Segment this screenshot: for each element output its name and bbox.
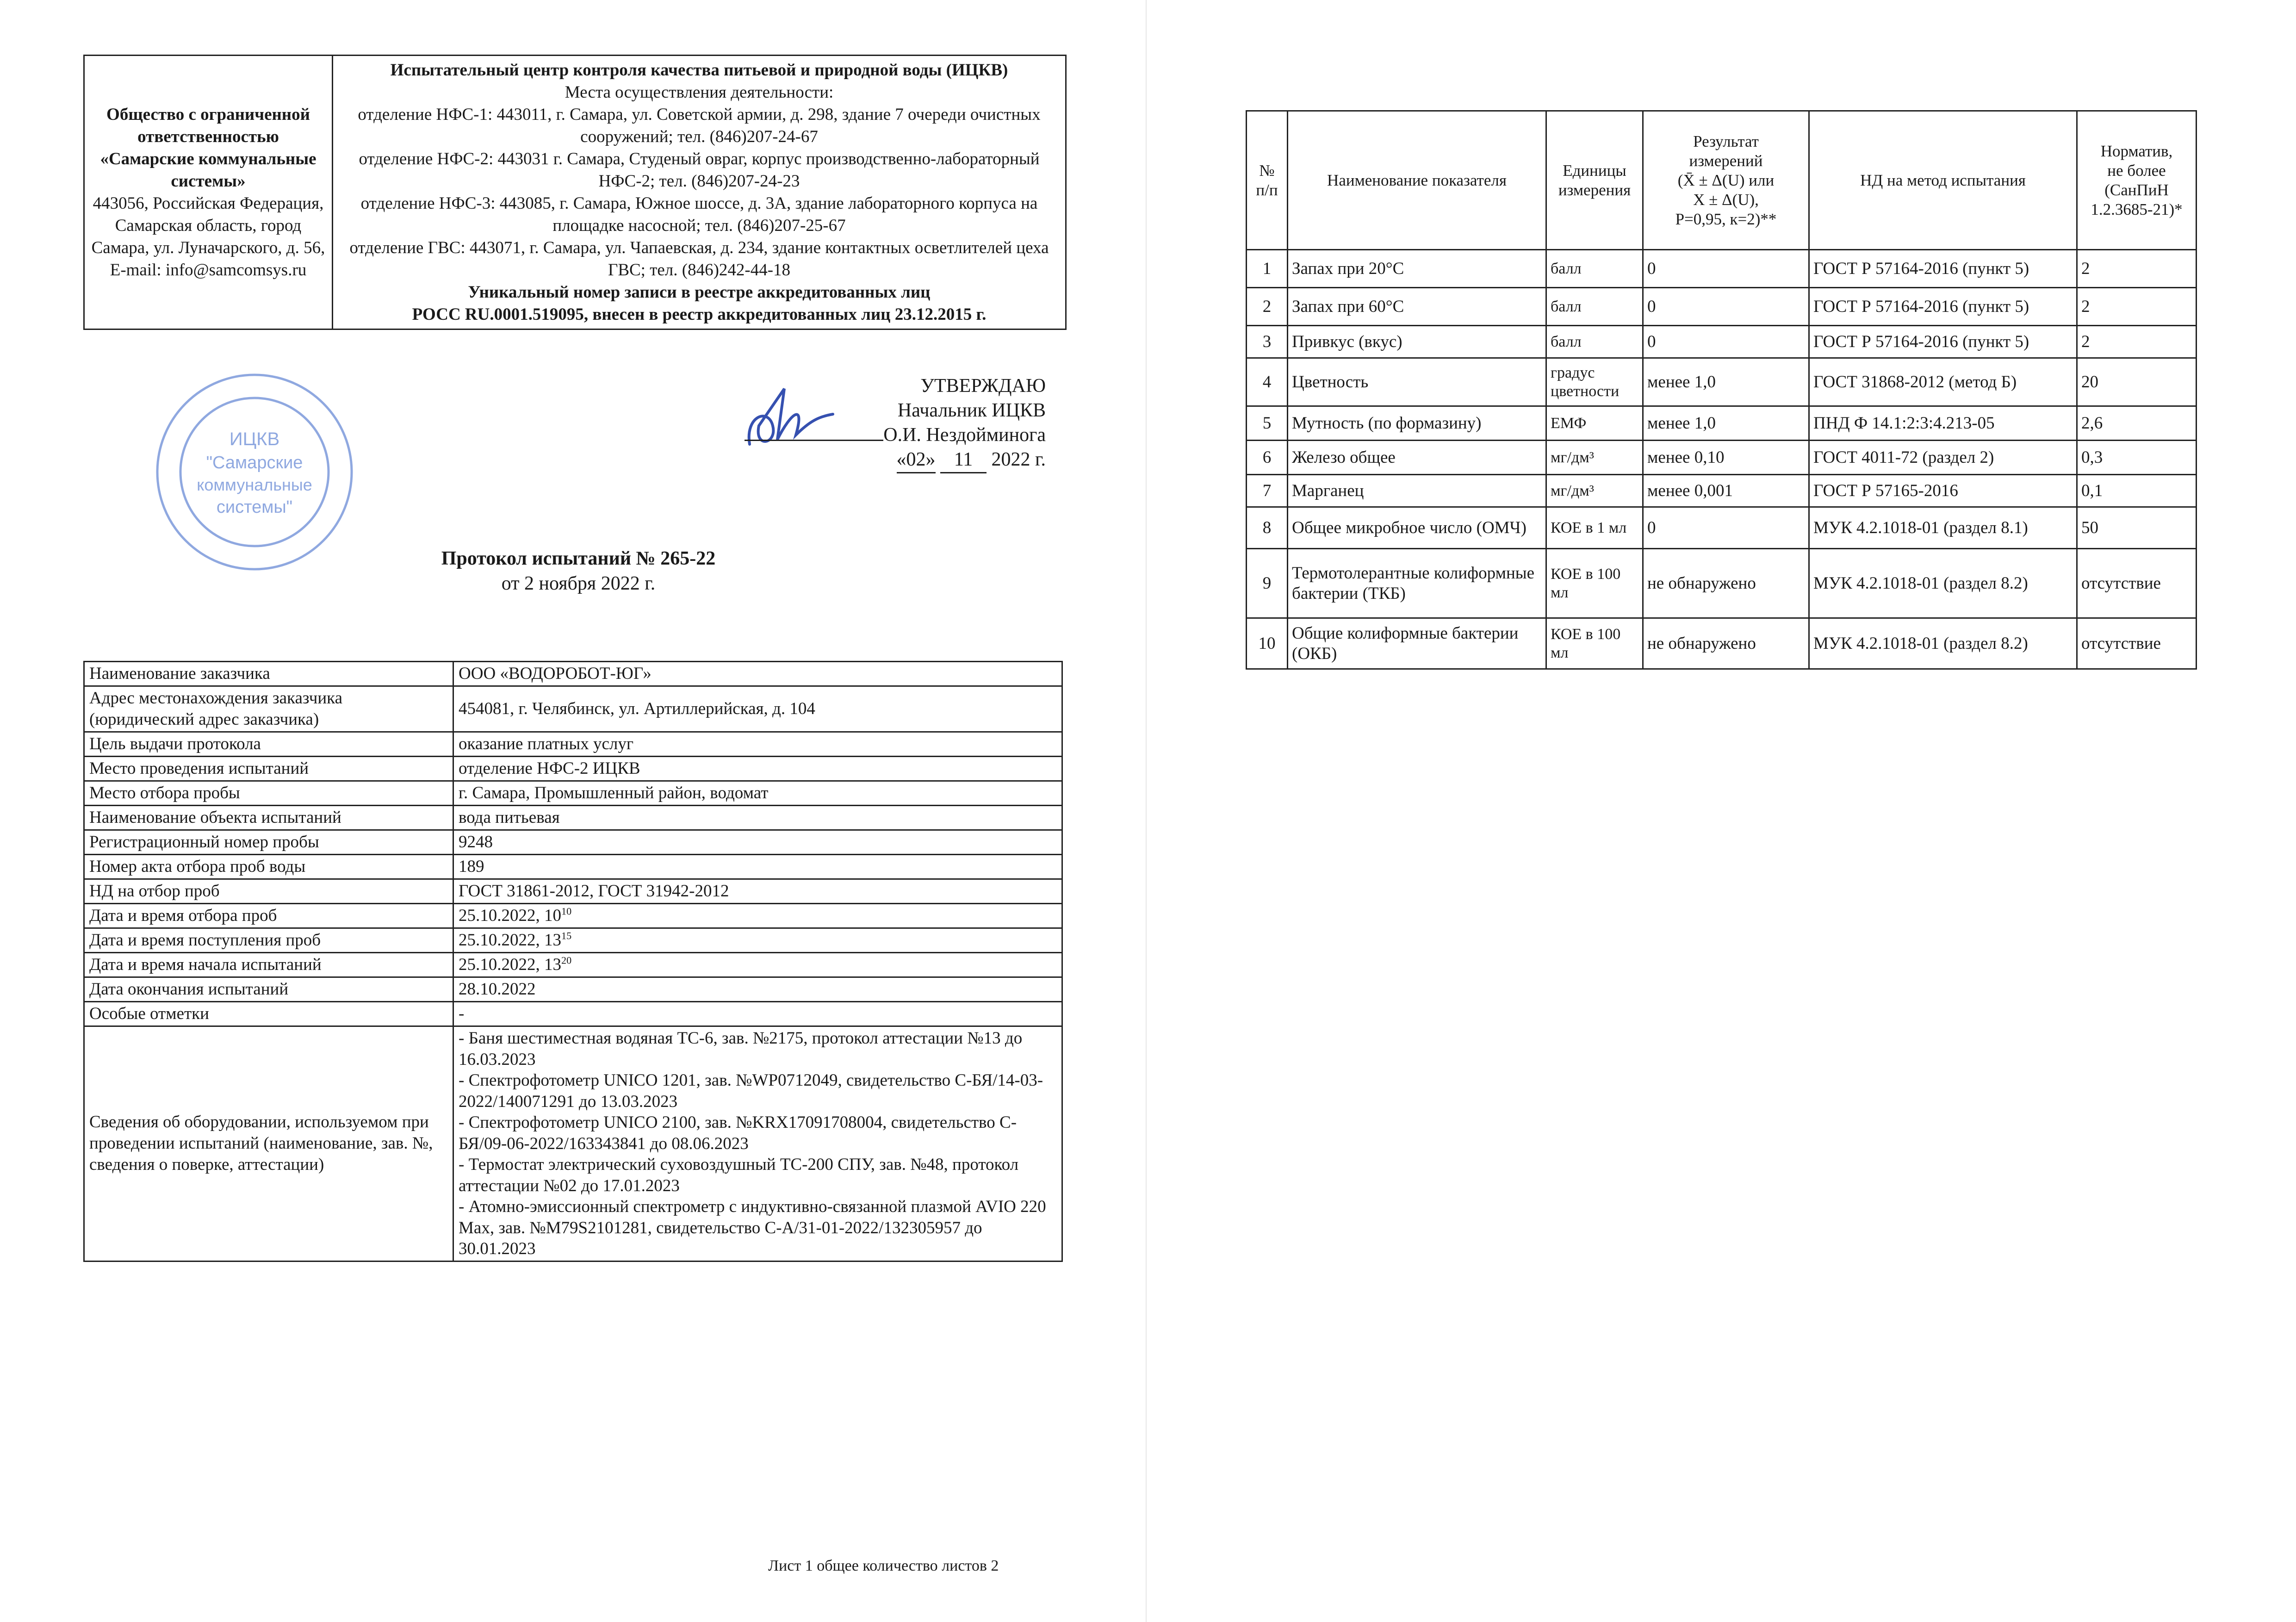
col-result-line: X ± Δ(U), xyxy=(1693,190,1759,209)
result-result: менее 0,001 xyxy=(1643,475,1809,507)
result-n: 4 xyxy=(1247,358,1288,406)
result-row xyxy=(1247,326,2197,358)
result-n: 1 xyxy=(1247,250,1288,288)
equipment-item: - Спектрофотометр UNICO 1201, зав. №WP0712049, свидетельство С-БЯ/14-03-2022/140071291 до 13.03.2023 xyxy=(459,1071,1043,1111)
result-norm: 0,1 xyxy=(2077,475,2197,507)
signature-line xyxy=(745,440,883,441)
info-key: Наименование объекта испытаний xyxy=(84,806,453,830)
info-value-text: 189 xyxy=(459,857,484,876)
result-unit: балл xyxy=(1546,326,1643,358)
result-unit: ЕМФ xyxy=(1546,406,1643,441)
info-value xyxy=(453,1002,1062,1026)
col-result-line: измерений xyxy=(1689,151,1763,170)
info-row xyxy=(84,977,1062,1002)
result-unit: мг/дм³ xyxy=(1546,475,1643,507)
info-value xyxy=(453,953,1062,977)
stamp-line-4: системы" xyxy=(216,497,293,517)
result-result: менее 1,0 xyxy=(1643,406,1809,441)
page-1-footer: Лист 1 общее количество листов 2 xyxy=(768,1557,999,1574)
result-name: Общее микробное число (ОМЧ) xyxy=(1288,507,1546,549)
info-value xyxy=(453,879,1062,904)
results-table xyxy=(1246,110,2197,670)
info-value xyxy=(453,662,1062,686)
result-name: Железо общее xyxy=(1288,441,1546,475)
result-row xyxy=(1247,250,2197,288)
place-gvs: отделение ГВС: 443071, г. Самара, ул. Чапаевская, д. 234, здание контактных осветлителей цеха ГВС; тел. (846)242-44-18 xyxy=(349,238,1049,280)
info-value-text: 9248 xyxy=(459,833,493,851)
result-result: 0 xyxy=(1643,288,1809,326)
equipment-key: Сведения об оборудовании, используемом при проведении испытаний (наименование, зав. №, сведения о поверке, аттестации) xyxy=(84,1026,453,1262)
result-unit: КОЕ в 100 мл xyxy=(1546,618,1643,669)
info-value-text: г. Самара, Промышленный район, водомат xyxy=(459,783,769,802)
info-value-minutes: 20 xyxy=(561,954,572,966)
info-value-text: 25.10.2022, 10 xyxy=(459,906,561,925)
result-method: МУК 4.2.1018-01 (раздел 8.1) xyxy=(1809,507,2077,549)
result-result: не обнаружено xyxy=(1643,618,1809,669)
org-email: E-mail: info@samcomsys.ru xyxy=(110,260,307,280)
info-value-text: оказание платных услуг xyxy=(459,734,634,753)
result-row xyxy=(1247,358,2197,406)
info-value-text: 28.10.2022 xyxy=(459,980,536,999)
info-row xyxy=(84,757,1062,781)
info-key: Дата окончания испытаний xyxy=(84,977,453,1002)
info-value-text: ООО «ВОДОРОБОТ-ЮГ» xyxy=(459,664,652,683)
info-key: Особые отметки xyxy=(84,1002,453,1026)
results-header-row xyxy=(1247,111,2197,250)
info-row xyxy=(84,953,1062,977)
result-method: ГОСТ Р 57164-2016 (пункт 5) xyxy=(1809,288,2077,326)
info-value xyxy=(453,732,1062,757)
approval-block xyxy=(722,374,1046,473)
result-n: 7 xyxy=(1247,475,1288,507)
info-key: Место проведения испытаний xyxy=(84,757,453,781)
info-value xyxy=(453,686,1062,732)
col-norm-line: Норматив, xyxy=(2100,142,2173,160)
result-norm: 2,6 xyxy=(2077,406,2197,441)
result-result: не обнаружено xyxy=(1643,549,1809,618)
equipment-item: - Спектрофотометр UNICO 2100, зав. №KRX17091708004, свидетельство С-БЯ/09-06-2022/163343841 до 08.06.2023 xyxy=(459,1113,1017,1153)
info-value-text: отделение НФС-2 ИЦКВ xyxy=(459,759,640,778)
result-norm: 20 xyxy=(2077,358,2197,406)
result-name: Запах при 60°С xyxy=(1288,288,1546,326)
result-method: МУК 4.2.1018-01 (раздел 8.2) xyxy=(1809,618,2077,669)
stamp-line-3: коммунальные xyxy=(197,475,312,494)
result-row xyxy=(1247,618,2197,669)
result-result: 0 xyxy=(1643,507,1809,549)
result-method: ГОСТ Р 57165-2016 xyxy=(1809,475,2077,507)
result-norm: 2 xyxy=(2077,288,2197,326)
info-value-text: ГОСТ 31861-2012, ГОСТ 31942-2012 xyxy=(459,882,729,901)
col-result xyxy=(1643,111,1809,250)
info-value-minutes: 10 xyxy=(561,905,572,917)
result-norm: отсутствие xyxy=(2077,549,2197,618)
info-key: Номер акта отбора проб воды xyxy=(84,855,453,879)
result-n: 2 xyxy=(1247,288,1288,326)
result-method: ГОСТ 31868-2012 (метод Б) xyxy=(1809,358,2077,406)
info-value-text: 454081, г. Челябинск, ул. Артиллерийская, д. 104 xyxy=(459,699,815,718)
header-table xyxy=(83,55,1067,330)
info-row xyxy=(84,1002,1062,1026)
info-key: Цель выдачи протокола xyxy=(84,732,453,757)
org-name: «Самарские коммунальные системы» xyxy=(100,149,316,191)
info-key: Дата и время отбора проб xyxy=(84,904,453,928)
result-n: 5 xyxy=(1247,406,1288,441)
info-value-text: 25.10.2022, 13 xyxy=(459,931,561,950)
place-nfs1: отделение НФС-1: 443011, г. Самара, ул. Советской армии, д. 298, здание 7 очереди очистных сооружений; тел. (846)207-24-67 xyxy=(358,105,1041,146)
equipment-value xyxy=(453,1026,1062,1262)
info-row xyxy=(84,879,1062,904)
info-row xyxy=(84,904,1062,928)
result-n: 3 xyxy=(1247,326,1288,358)
result-method: МУК 4.2.1018-01 (раздел 8.2) xyxy=(1809,549,2077,618)
reg-number: РОСС RU.0001.519095, внесен в реестр аккредитованных лиц 23.12.2015 г. xyxy=(412,305,987,324)
protocol-title: Протокол испытаний № 265-22 xyxy=(441,548,716,569)
col-result-line: Результат xyxy=(1693,132,1759,150)
equipment-item: - Термостат электрический суховоздушный ТС-200 СПУ, зав. №48, протокол аттестации №02 до 17.01.2023 xyxy=(459,1155,1019,1195)
result-result: менее 1,0 xyxy=(1643,358,1809,406)
result-norm: 2 xyxy=(2077,326,2197,358)
approval-name: О.И. Нездойминога xyxy=(883,424,1046,446)
org-address: 443056, Российская Федерация, Самарская область, город Самара, ул. Луначарского, д. 56, xyxy=(91,193,325,257)
info-value-text: вода питьевая xyxy=(459,808,560,827)
col-norm-line: (СанПиН xyxy=(2104,180,2169,199)
result-row xyxy=(1247,507,2197,549)
result-row xyxy=(1247,288,2197,326)
info-value-minutes: 15 xyxy=(561,930,572,942)
places-title: Места осуществления деятельности: xyxy=(565,82,834,102)
col-method: НД на метод испытания xyxy=(1809,111,2077,250)
sample-info-table xyxy=(83,661,1063,1262)
info-value xyxy=(453,781,1062,806)
result-name: Запах при 20°С xyxy=(1288,250,1546,288)
info-row xyxy=(84,662,1062,686)
result-name: Мутность (по формазину) xyxy=(1288,406,1546,441)
result-unit: КОЕ в 1 мл xyxy=(1546,507,1643,549)
col-norm xyxy=(2077,111,2197,250)
info-key: Регистрационный номер пробы xyxy=(84,830,453,855)
info-value xyxy=(453,757,1062,781)
info-key: Дата и время поступления проб xyxy=(84,928,453,953)
result-norm: 0,3 xyxy=(2077,441,2197,475)
info-value xyxy=(453,904,1062,928)
protocol-title-block xyxy=(324,546,833,596)
result-unit: КОЕ в 100 мл xyxy=(1546,549,1643,618)
info-row xyxy=(84,830,1062,855)
result-row xyxy=(1247,441,2197,475)
result-method: ГОСТ 4011-72 (раздел 2) xyxy=(1809,441,2077,475)
reg-title: Уникальный номер записи в реестре аккредитованных лиц xyxy=(468,282,931,302)
org-stamp xyxy=(153,370,356,574)
result-row xyxy=(1247,406,2197,441)
result-result: 0 xyxy=(1643,250,1809,288)
info-key: Дата и время начала испытаний xyxy=(84,953,453,977)
col-result-line: (X̄ ± Δ(U) или xyxy=(1677,171,1775,189)
protocol-page-2 xyxy=(1148,0,2296,1622)
result-row xyxy=(1247,475,2197,507)
lab-cell xyxy=(333,56,1066,329)
col-result-line: P=0,95, к=2)** xyxy=(1675,210,1777,228)
org-cell xyxy=(84,56,333,329)
approval-position: Начальник ИЦКВ xyxy=(897,400,1046,421)
result-name: Цветность xyxy=(1288,358,1546,406)
result-row xyxy=(1247,549,2197,618)
place-nfs3: отделение НФС-3: 443085, г. Самара, Южное шоссе, д. 3А, здание лабораторного корпуса на площадке насосной; тел. (846)207-25-67 xyxy=(360,193,1038,235)
result-n: 9 xyxy=(1247,549,1288,618)
info-value xyxy=(453,977,1062,1002)
info-value xyxy=(453,806,1062,830)
result-name: Привкус (вкус) xyxy=(1288,326,1546,358)
result-name: Термотолерантные колиформные бактерии (ТКБ) xyxy=(1288,549,1546,618)
result-name: Общие колиформные бактерии (ОКБ) xyxy=(1288,618,1546,669)
info-value xyxy=(453,855,1062,879)
stamp-line-2: "Самарские xyxy=(206,453,303,472)
col-num: № п/п xyxy=(1247,111,1288,250)
info-row xyxy=(84,686,1062,732)
col-norm-line: не более xyxy=(2107,161,2166,180)
result-n: 10 xyxy=(1247,618,1288,669)
info-row xyxy=(84,855,1062,879)
equipment-item: - Атомно-эмиссионный спектрометр с индуктивно-связанной плазмой AVIO 220 Max, зав. №M79S2101281, свидетельство С-А/31-01-2022/132305957 до 30.01.2023 xyxy=(459,1197,1046,1258)
result-norm: 50 xyxy=(2077,507,2197,549)
info-key: Адрес местонахождения заказчика (юридический адрес заказчика) xyxy=(84,686,453,732)
equipment-item: - Баня шестиместная водяная ТС-6, зав. №2175, протокол аттестации №13 до 16.03.2023 xyxy=(459,1029,1023,1069)
approval-word: УТВЕРЖДАЮ xyxy=(920,375,1046,397)
approval-day: «02» xyxy=(897,447,936,473)
result-n: 8 xyxy=(1247,507,1288,549)
info-row xyxy=(84,732,1062,757)
info-row xyxy=(84,928,1062,953)
info-row xyxy=(84,781,1062,806)
info-value-text: 25.10.2022, 13 xyxy=(459,955,561,974)
result-result: 0 xyxy=(1643,326,1809,358)
result-result: менее 0,10 xyxy=(1643,441,1809,475)
result-method: ПНД Ф 14.1:2:3:4.213-05 xyxy=(1809,406,2077,441)
stamp-line-1: ИЦКВ xyxy=(229,429,280,449)
approval-month: 11 xyxy=(940,447,987,473)
result-name: Марганец xyxy=(1288,475,1546,507)
result-unit: мг/дм³ xyxy=(1546,441,1643,475)
info-key: НД на отбор проб xyxy=(84,879,453,904)
result-unit: балл xyxy=(1546,288,1643,326)
place-nfs2: отделение НФС-2: 443031 г. Самара, Студеный овраг, корпус производственно-лабораторный НФС-2; тел. (846)207-24-23 xyxy=(359,149,1040,191)
info-key: Место отбора пробы xyxy=(84,781,453,806)
result-unit: балл xyxy=(1546,250,1643,288)
lab-title: Испытательный центр контроля качества питьевой и природной воды (ИЦКВ) xyxy=(390,60,1008,80)
info-value-text: - xyxy=(459,1004,465,1023)
info-row xyxy=(84,806,1062,830)
result-norm: 2 xyxy=(2077,250,2197,288)
protocol-date: от 2 ноября 2022 г. xyxy=(501,573,656,594)
result-method: ГОСТ Р 57164-2016 (пункт 5) xyxy=(1809,326,2077,358)
result-unit: градус цветности xyxy=(1546,358,1643,406)
org-type: Общество с ограниченной ответственностью xyxy=(106,105,310,146)
result-n: 6 xyxy=(1247,441,1288,475)
col-norm-line: 1.2.3685-21)* xyxy=(2091,200,2183,218)
result-norm: отсутствие xyxy=(2077,618,2197,669)
info-key: Наименование заказчика xyxy=(84,662,453,686)
info-value xyxy=(453,830,1062,855)
result-method: ГОСТ Р 57164-2016 (пункт 5) xyxy=(1809,250,2077,288)
approval-year: 2022 г. xyxy=(991,449,1046,470)
info-value xyxy=(453,928,1062,953)
col-name: Наименование показателя xyxy=(1288,111,1546,250)
col-unit: Единицы измерения xyxy=(1546,111,1643,250)
